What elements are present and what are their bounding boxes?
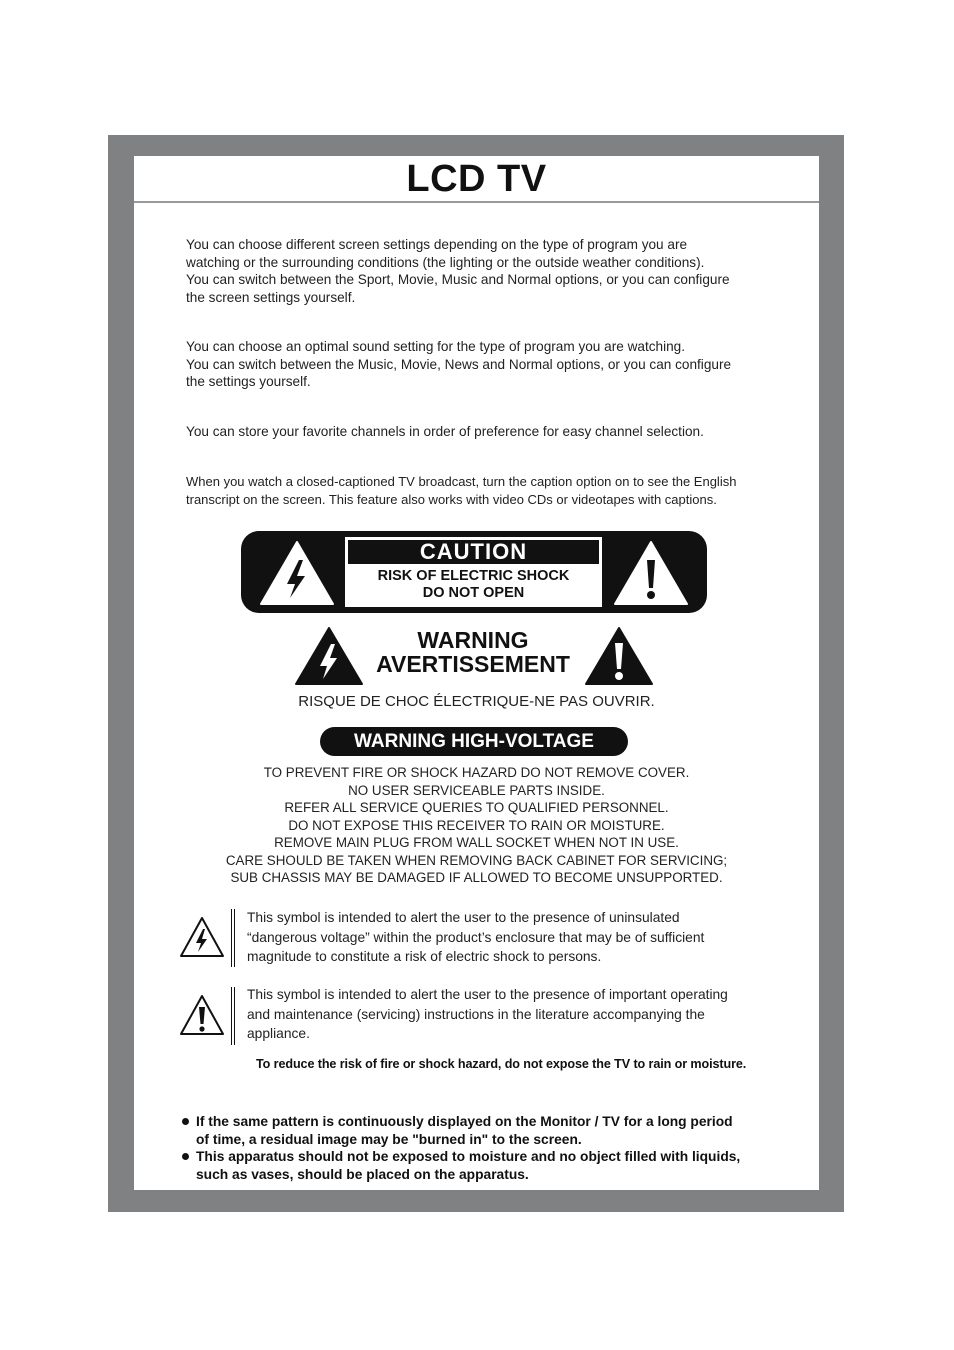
- exclamation-triangle-icon: [613, 540, 689, 606]
- symbol-divider: [234, 909, 235, 967]
- text-line: “dangerous voltage” within the product’s enclosure that may be of sufficient: [247, 929, 705, 945]
- sound-settings-paragraph: [186, 338, 786, 391]
- bullet-dot-icon: [182, 1153, 189, 1160]
- text-line: and maintenance (servicing) instructions in the literature accompanying the: [247, 1006, 705, 1022]
- exclamation-triangle-icon: [179, 994, 225, 1036]
- warning-line: AVERTISSEMENT: [376, 651, 570, 677]
- text-line: You can choose an optimal sound setting for the type of program you are watching.: [186, 339, 685, 354]
- symbol-divider: [231, 987, 232, 1045]
- text-line: You can choose different screen settings depending on the type of program you are: [186, 237, 688, 252]
- bullet-dot-icon: [182, 1118, 189, 1125]
- instruction-line: NO USER SERVICEABLE PARTS INSIDE.: [348, 782, 605, 798]
- symbol-divider: [234, 987, 235, 1045]
- caution-subtext: [345, 568, 602, 602]
- text-line: This symbol is intended to alert the user to the presence of important operating: [247, 987, 728, 1002]
- page-title: LCD TV: [406, 158, 547, 200]
- caution-line: DO NOT OPEN: [422, 585, 525, 601]
- bullet-list: [182, 1113, 802, 1183]
- warning-title: [360, 628, 586, 676]
- high-voltage-badge: WARNING HIGH-VOLTAGE: [320, 727, 628, 756]
- picture-settings-paragraph: [186, 236, 786, 306]
- text-line: When you watch a closed-captioned TV broadcast, turn the caption option on to see the English: [186, 474, 737, 489]
- caption-paragraph: [186, 473, 786, 508]
- caution-line: RISK OF ELECTRIC SHOCK: [377, 568, 570, 584]
- text-line: such as vases, should be placed on the apparatus.: [196, 1166, 529, 1182]
- instruction-line: REFER ALL SERVICE QUERIES TO QUALIFIED PERSONNEL.: [284, 800, 669, 815]
- symbol-divider: [231, 909, 232, 967]
- exclamation-triangle-icon: [584, 626, 654, 686]
- exclamation-symbol-description: [247, 985, 787, 1044]
- instruction-line: CARE SHOULD BE TAKEN WHEN REMOVING BACK CABINET FOR SERVICING;: [225, 852, 728, 868]
- text-line: This symbol is intended to alert the user to the presence of uninsulated: [247, 910, 680, 925]
- text-line: watching or the surrounding conditions (the lighting or the outside weather conditions).: [186, 254, 705, 270]
- french-warning-text: RISQUE DE CHOC ÉLECTRIQUE-NE PAS OUVRIR.: [298, 693, 655, 710]
- instruction-line: REMOVE MAIN PLUG FROM WALL SOCKET WHEN NOT IN USE.: [274, 835, 679, 850]
- instruction-line: SUB CHASSIS MAY BE DAMAGED IF ALLOWED TO BECOME UNSUPPORTED.: [230, 870, 723, 885]
- warning-line: WARNING: [417, 627, 529, 653]
- reduce-risk-note: To reduce the risk of fire or shock hazard, do not expose the TV to rain or moisture.: [256, 1057, 747, 1071]
- text-line: If the same pattern is continuously displayed on the Monitor / TV for a long period: [196, 1114, 733, 1129]
- text-line: You can switch between the Music, Movie, News and Normal options, or you can configure: [186, 356, 732, 372]
- text-line: You can switch between the Sport, Movie, Music and Normal options, or you can configure: [186, 272, 730, 287]
- instruction-line: TO PREVENT FIRE OR SHOCK HAZARD DO NOT REMOVE COVER.: [263, 765, 690, 780]
- title-divider: [134, 201, 819, 203]
- lightning-triangle-icon: [259, 540, 335, 606]
- text-line: This apparatus should not be exposed to moisture and no object filled with liquids,: [196, 1149, 741, 1164]
- lightning-triangle-icon: [294, 626, 364, 686]
- text-line: You can store your favorite channels in order of preference for easy channel selection.: [186, 424, 704, 439]
- text-line: transcript on the screen. This feature also works with video CDs or videotapes with captions.: [186, 491, 717, 507]
- text-line: of time, a residual image may be "burned in" to the screen.: [196, 1131, 582, 1147]
- lightning-symbol-description: [247, 908, 787, 967]
- text-line: appliance.: [247, 1026, 310, 1041]
- instruction-line: DO NOT EXPOSE THIS RECEIVER TO RAIN OR MOISTURE.: [288, 817, 665, 833]
- high-voltage-instructions: [134, 764, 819, 887]
- text-line: the screen settings yourself.: [186, 289, 356, 305]
- list-item: [182, 1148, 802, 1183]
- favorite-channels-paragraph: [186, 423, 786, 441]
- caution-heading: CAUTION: [348, 540, 599, 564]
- list-item: [182, 1113, 802, 1148]
- lightning-triangle-icon: [179, 916, 225, 958]
- text-line: the settings yourself.: [186, 374, 311, 389]
- text-line: magnitude to constitute a risk of electric shock to persons.: [247, 949, 602, 964]
